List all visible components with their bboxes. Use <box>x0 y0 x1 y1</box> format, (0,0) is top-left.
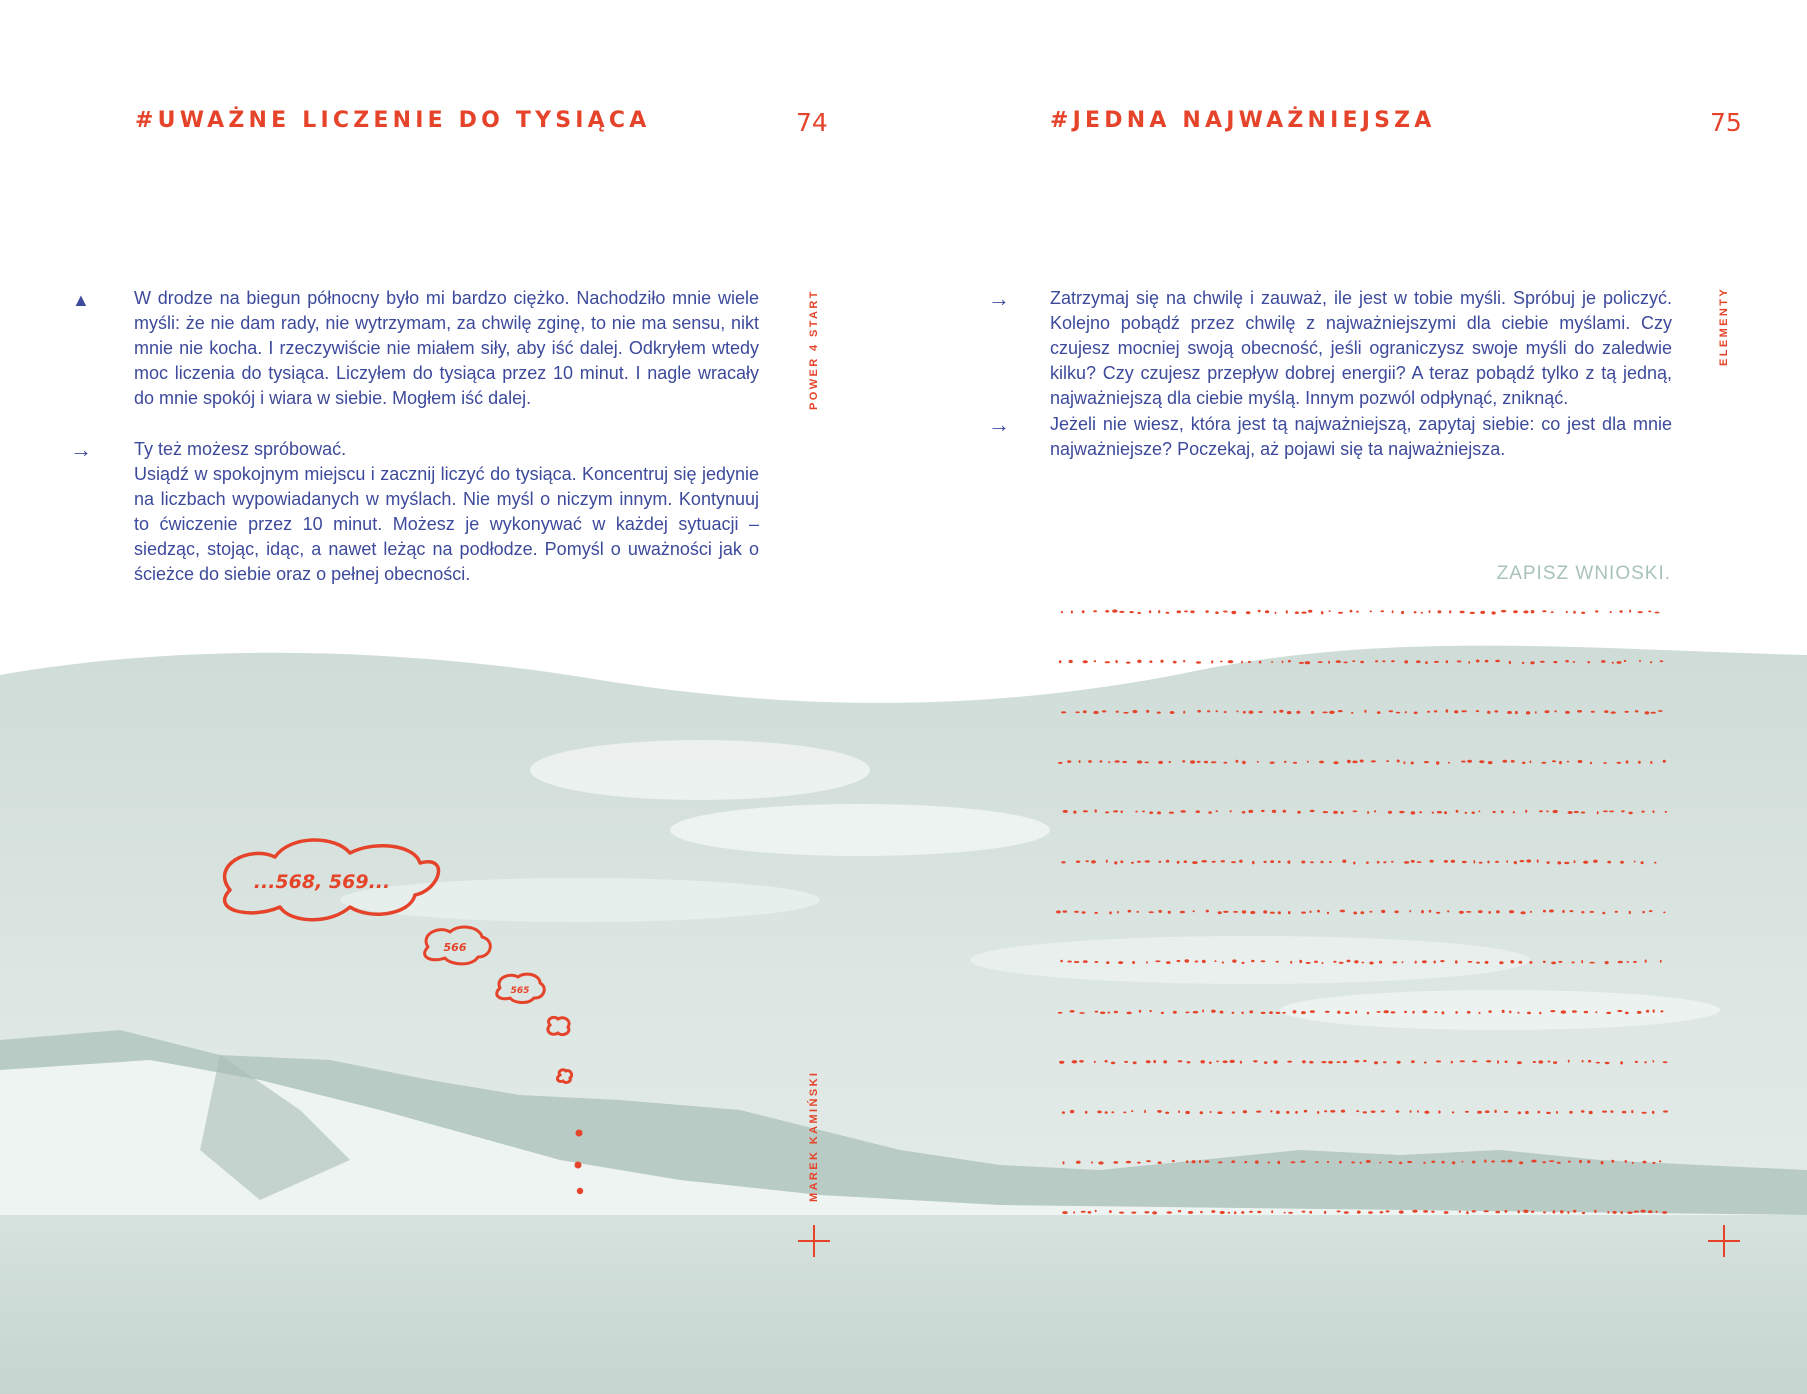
side-label-author: MAREK KAMIŃSKI <box>808 1070 820 1202</box>
side-label-series: POWER 4 START <box>808 289 820 410</box>
triangle-marker-icon: ▲ <box>72 290 90 310</box>
note-line[interactable] <box>1060 959 1661 964</box>
crop-mark-left <box>798 1225 830 1257</box>
note-line[interactable] <box>1062 1110 1668 1115</box>
left-paragraph-2 <box>134 437 759 587</box>
side-label-chapter: ELEMENTY <box>1718 286 1730 366</box>
note-line[interactable] <box>1058 1009 1664 1014</box>
left-paragraph-2-intro: Ty też możesz spróbować. <box>134 439 347 459</box>
right-page-number: 75 <box>1710 108 1742 137</box>
crop-mark-right <box>1708 1225 1740 1257</box>
right-paragraph-2: Jeżeli nie wiesz, która jest tą najważniejszą, zapytaj siebie: co jest dla mnie najważniejsze? Poczekaj, aż pojawi się ta najważniejsza. <box>1050 414 1672 459</box>
note-line[interactable] <box>1056 910 1666 915</box>
note-line[interactable] <box>1062 1210 1667 1215</box>
note-line[interactable] <box>1058 760 1666 765</box>
note-line[interactable] <box>1063 809 1668 814</box>
note-line[interactable] <box>1061 609 1660 614</box>
notes-lines[interactable] <box>1054 600 1674 1260</box>
right-paragraph-1: Zatrzymaj się na chwilę i zauważ, ile jest w tobie myśli. Spróbuj je policzyć. Kolejno pobądź przez chwilę z najważniejszymi dla ciebie myślami. Czy czujesz mocniej swoją obecność, jeśli ograniczysz swoje myśli do zaledwie kilku? Czy czujesz przepływ dobrej energii? A teraz pobądź tylko z tą jedną, najważniejszą dla ciebie myślą. Innym pozwól odpłynąć, zniknąć. <box>1050 288 1672 408</box>
note-line[interactable] <box>1059 1060 1668 1065</box>
right-page-heading: #JEDNA NAJWAŻNIEJSZA <box>1050 108 1436 133</box>
note-line[interactable] <box>1061 709 1663 714</box>
note-line[interactable] <box>1061 859 1656 864</box>
bubble-text-small: 565 <box>510 986 530 996</box>
note-line[interactable] <box>1063 1160 1662 1165</box>
notes-prompt: ZAPISZ WNIOSKI. <box>1496 563 1671 584</box>
left-page-heading: #UWAŻNE LICZENIE DO TYSIĄCA <box>135 108 651 133</box>
left-page-number: 74 <box>796 108 828 137</box>
thought-bubble-illustration <box>210 835 590 1205</box>
arrow-marker-icon: → <box>988 412 1010 437</box>
left-paragraph-1: W drodze na biegun północny było mi bardzo ciężko. Nachodziło mnie wiele myśli: że nie dam rady, nie wytrzymam, za chwilę zginę, to nie ma sensu, nikt mnie nie kocha. I rzeczywiście nie miałem siły, aby iść dalej. Odkryłem wtedy moc liczenia do tysiąca. Liczyłem do tysiąca przez 10 minut. I nagle wracały do mnie spokój i wiara w siebie. Mogłem iść dalej. <box>134 288 759 408</box>
note-line[interactable] <box>1059 660 1663 665</box>
left-paragraph-2-body: Usiądź w spokojnym miejscu i zacznij liczyć do tysiąca. Koncentruj się jedynie na liczbach wypowiadanych w myślach. Nie myśl o niczym innym. Kontynuuj to ćwiczenie przez 10 minut. Możesz je wykonywać w każdej sytuacji – siedząc, stojąc, idąc, a nawet leżąc na podłodze. Pomyśl o uważności jak o ścieżce do siebie oraz o pełnej obecności. <box>134 464 759 584</box>
arrow-marker-icon: → <box>988 286 1010 311</box>
bubble-text-large: ...568, 569... <box>253 871 391 893</box>
arrow-marker-icon: → <box>70 437 92 462</box>
bubble-text-medium: 566 <box>443 941 467 954</box>
